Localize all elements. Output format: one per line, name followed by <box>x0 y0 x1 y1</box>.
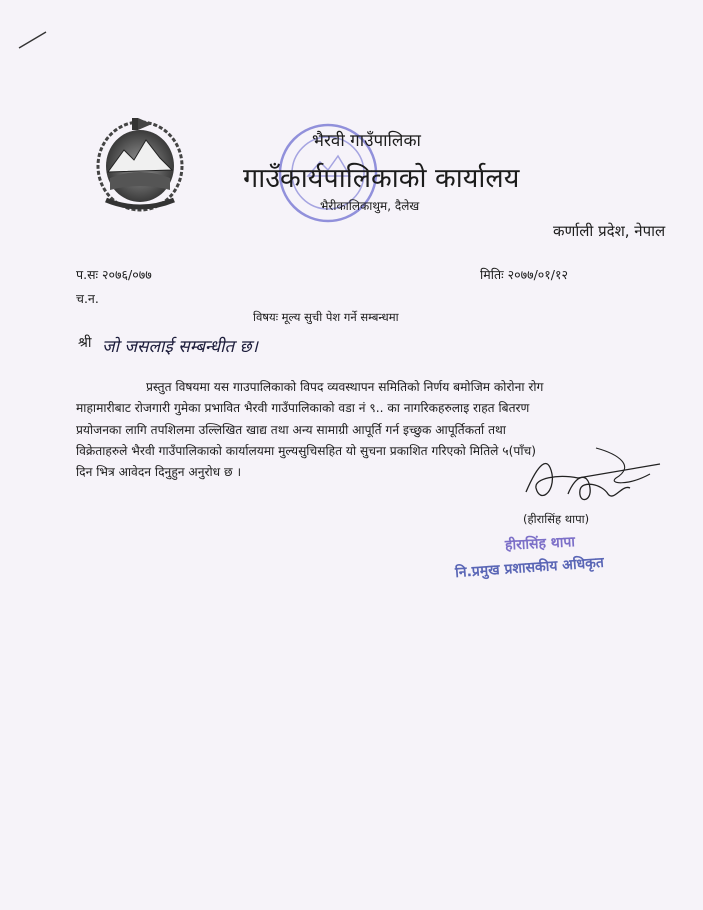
handwritten-signature <box>518 444 668 514</box>
nepal-emblem-icon <box>94 114 186 214</box>
body-line: प्रस्तुत विषयमा यस गाउपालिकाको विपद व्यवस्थापन समितिको निर्णय बमोजिम कोरोना रोग <box>146 380 544 394</box>
municipality-name: भैरवी गाउँपालिका <box>312 131 421 151</box>
body-line: विक्रेताहरुले भैरवी गाउँपालिकाको कार्यालयमा मुल्यसुचिसहित यो सुचना प्रकाशित गरिएको मितिले ५(पाँच) <box>76 443 536 458</box>
letter-date: मितिः २०७७/०१/१२ <box>480 267 568 282</box>
addressee-prefix: श्री <box>78 335 92 351</box>
office-location: भैरीकालिकाथुम, दैलेख <box>320 199 420 213</box>
reference-number: प.सः २०७६/०७७ <box>76 267 152 282</box>
body-line: दिन भित्र आवेदन दिनुहुन अनुरोध छ । <box>76 465 242 480</box>
dispatch-number: च.न. <box>76 291 99 306</box>
pen-stroke-mark <box>18 30 48 50</box>
body-line: माहामारीबाट रोजगारी गुमेका प्रभावित भैरवी गाउँपालिकाको वडा नं ९.. का नागरिकहरुलाइ राहत बितरण <box>76 401 530 416</box>
office-title: गाउँकार्यपालिकाको कार्यालय <box>243 163 520 194</box>
seal-signatory-name: हीरासिंह थापा <box>504 534 576 554</box>
seal-signatory-title: नि.प्रमुख प्रशासकीय अधिकृत <box>454 554 605 582</box>
body-line: प्रयोजनका लागि तपशिलमा उल्लिखित खाद्य तथा अन्य सामाग्री आपूर्ति गर्न इच्छुक आपूर्तिकर्ता तथा <box>76 422 506 437</box>
addressee-handwritten: जो जसलाई सम्बन्धीत छ। <box>102 337 258 357</box>
signatory-name: (हीरासिंह थापा) <box>523 512 590 526</box>
letter-subject: विषयः मूल्य सुची पेश गर्ने सम्बन्धमा <box>253 310 399 324</box>
province-name: कर्णाली प्रदेश, नेपाल <box>553 222 666 240</box>
